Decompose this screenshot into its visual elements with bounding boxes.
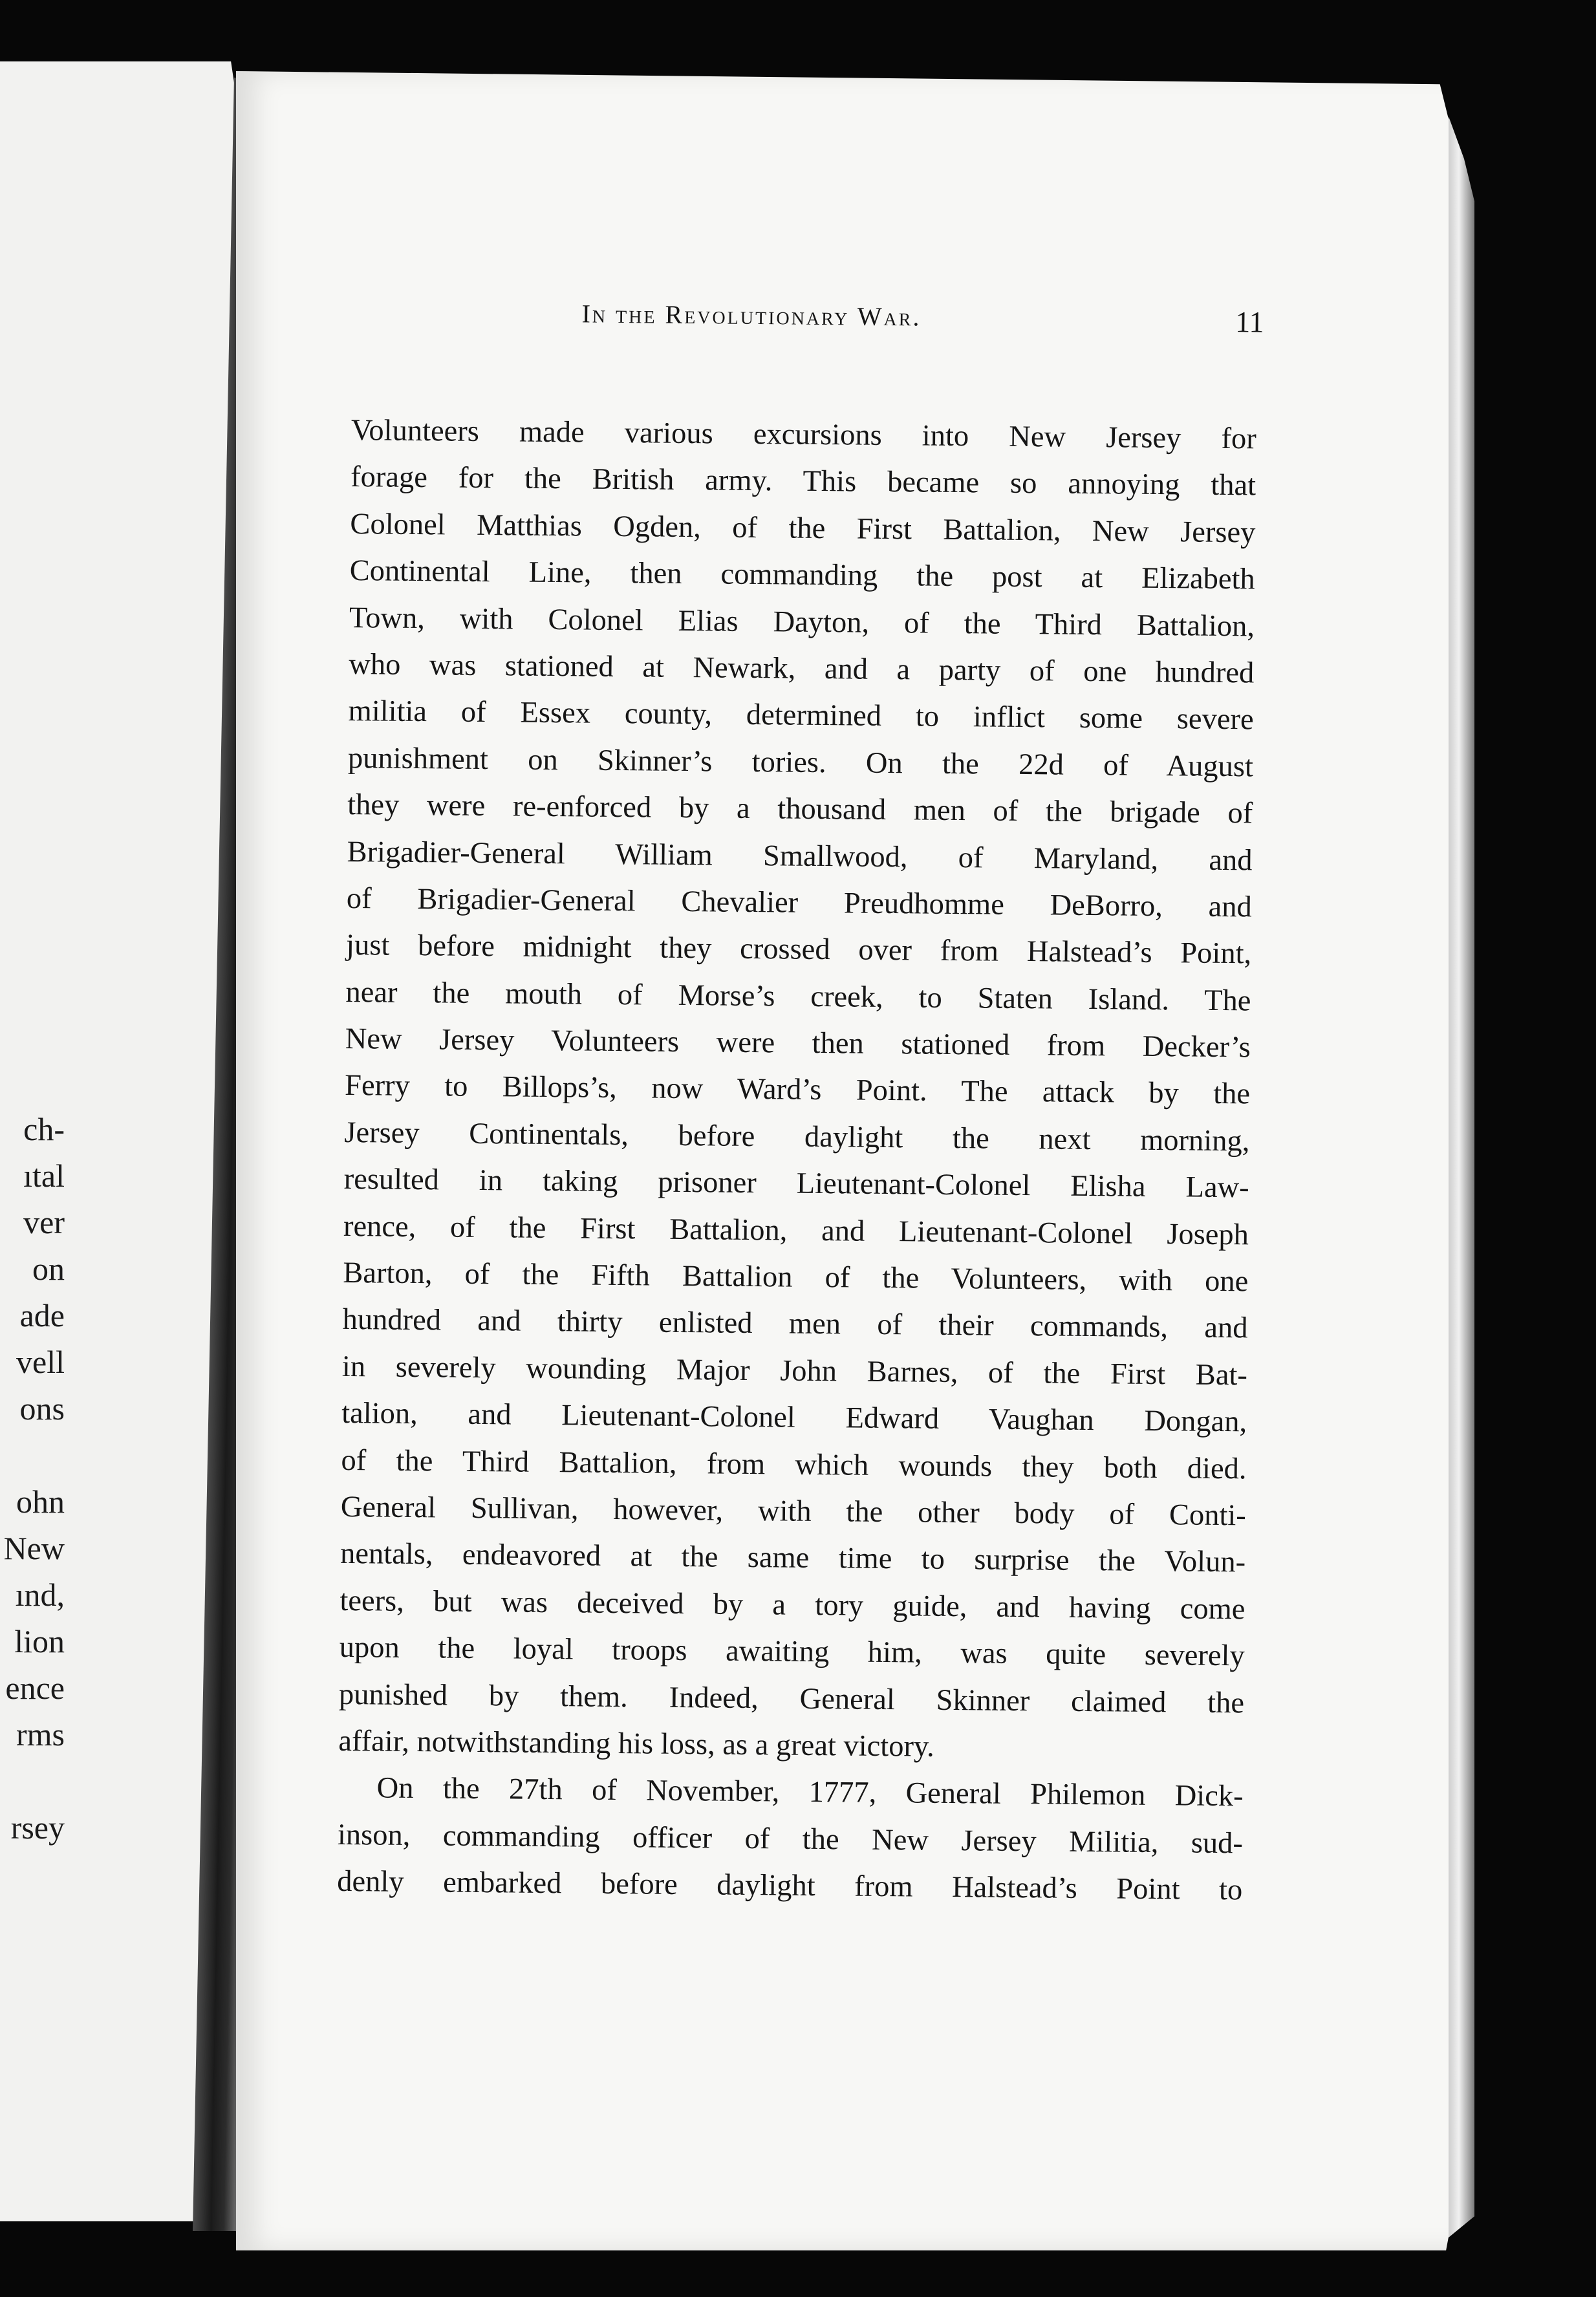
left-fragment: ade — [19, 1297, 65, 1333]
text-line: Brigadier-General William Smallwood, of Maryland, and — [347, 835, 1253, 877]
text-line: near the mouth of Morse’s creek, to Staten Island. The — [345, 975, 1251, 1018]
text-line: upon the loyal troops awaiting him, was quite severely — [339, 1631, 1245, 1673]
page-number: 11 — [1235, 305, 1264, 339]
left-fragment: New — [3, 1530, 65, 1566]
text-line: they were re-enforced by a thousand men of the brigade of — [347, 788, 1253, 830]
text-line: who was stationed at Newark, and a party of one hundred — [349, 647, 1255, 690]
left-fragment: ınd, — [15, 1577, 65, 1613]
text-line: General Sullivan, however, with the other body of Conti- — [340, 1490, 1247, 1533]
left-fragment — [0, 1432, 65, 1478]
text-line: teers, but was deceived by a tory guide, and having come — [340, 1584, 1246, 1626]
text-line: talion, and Lieutenant-Colonel Edward Vaughan Dongan, — [341, 1397, 1247, 1439]
text-line: Jersey Continentals, before daylight the next morning, — [344, 1116, 1250, 1158]
left-fragment: on — [32, 1251, 65, 1287]
left-fragment: lion — [14, 1623, 65, 1659]
text-line: punishment on Skinner’s tories. On the 22d of August — [347, 741, 1254, 784]
running-title: In the Revolutionary War. — [581, 299, 922, 332]
text-line: punished by them. Indeed, General Skinner claimed the — [338, 1677, 1245, 1720]
text-line: nentals, endeavored at the same time to surprise the Volun- — [340, 1537, 1246, 1579]
left-fragment: ohn — [16, 1483, 65, 1520]
text-line: Town, with Colonel Elias Dayton, of the Third Battalion, — [349, 601, 1255, 643]
text-line: Barton, of the Fifth Battalion of the Volunteers, with one — [343, 1256, 1249, 1299]
left-fragment: vell — [16, 1344, 65, 1380]
text-line: in severely wounding Major John Barnes, of the First Bat- — [341, 1350, 1248, 1392]
left-page-text-fragments — [0, 1106, 65, 1851]
text-line: denly embarked before daylight from Halstead’s Point to — [337, 1864, 1243, 1907]
body-text — [337, 407, 1256, 1914]
text-line: of Brigadier-General Chevalier Preudhomme DeBorro, and — [346, 881, 1253, 924]
page-content — [337, 285, 1264, 1914]
text-line: Colonel Matthias Ogden, of the First Battalion, New Jersey — [350, 507, 1256, 550]
running-head — [352, 285, 1264, 351]
page-edge — [1449, 116, 1474, 2238]
text-line: resulted in taking prisoner Lieutenant-Colonel Elisha Law- — [343, 1163, 1249, 1205]
text-line: Ferry to Billops’s, now Ward’s Point. The attack by the — [344, 1069, 1251, 1111]
left-fragment: rms — [16, 1716, 65, 1752]
left-fragment: ver — [23, 1204, 65, 1240]
text-line: Continental Line, then commanding the post at Elizabeth — [349, 554, 1255, 596]
left-fragment: ıtal — [23, 1158, 65, 1194]
left-fragment: ons — [19, 1390, 65, 1427]
left-fragment: rsey — [10, 1809, 65, 1846]
left-fragment: ch- — [23, 1111, 65, 1147]
left-fragment: ence — [5, 1670, 65, 1706]
text-line: affair, notwithstanding his loss, as a great victory. — [338, 1724, 935, 1763]
left-fragment — [0, 1758, 65, 1804]
text-line: On the 27th of November, 1777, General Philemon Dick- — [376, 1771, 1244, 1813]
text-line: forage for the British army. This became so annoying that — [350, 460, 1256, 502]
text-line: hundred and thirty enlisted men of their commands, and — [342, 1303, 1248, 1345]
text-line: inson, commanding officer of the New Jersey Militia, sud- — [337, 1818, 1244, 1860]
text-line: just before midnight they crossed over from Halstead’s Point, — [345, 929, 1252, 971]
text-line: rence, of the First Battalion, and Lieutenant-Colonel Joseph — [343, 1209, 1249, 1252]
text-line: Volunteers made various excursions into New Jersey for — [350, 413, 1257, 456]
text-line: New Jersey Volunteers were then stationed from Decker’s — [345, 1022, 1251, 1064]
text-line: of the Third Battalion, from which wounds they both died. — [341, 1443, 1247, 1485]
text-line: militia of Essex county, determined to inflict some severe — [348, 695, 1254, 737]
